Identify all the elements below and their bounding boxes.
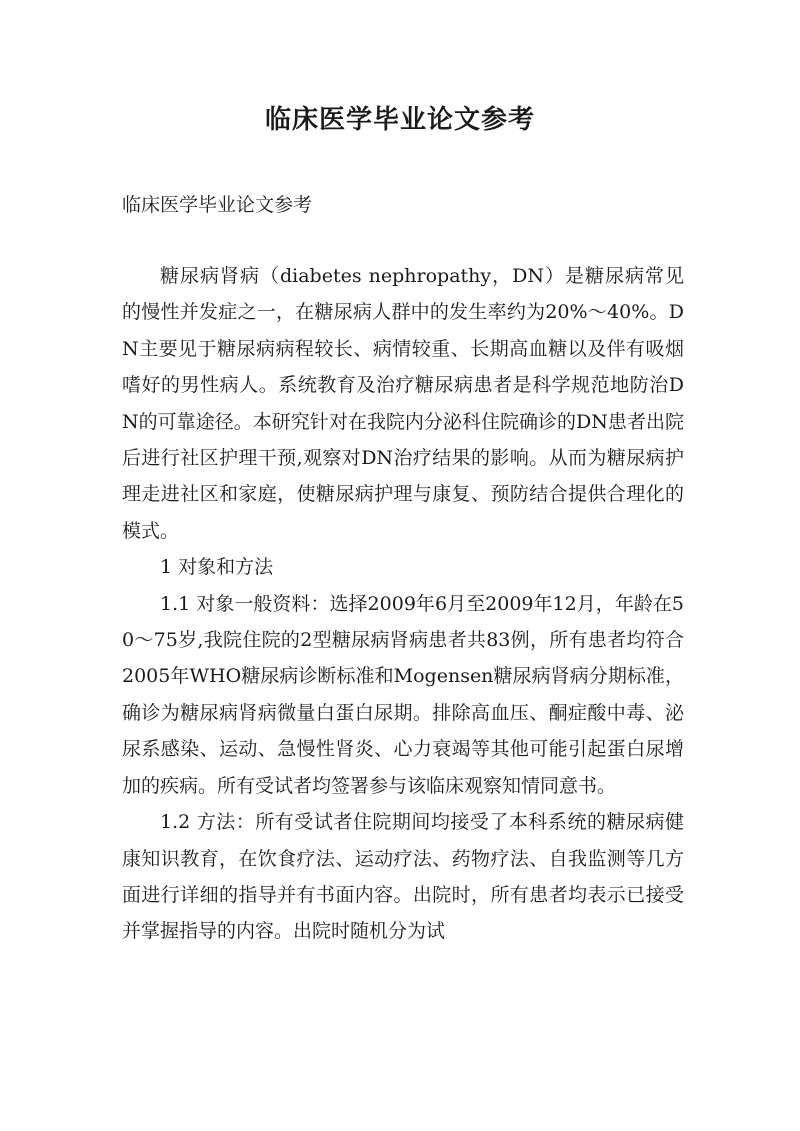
document-body <box>122 258 684 950</box>
document-subtitle: 临床医学毕业论文参考 <box>122 194 313 216</box>
section-heading-methods: 1 对象和方法 <box>160 556 274 579</box>
paragraph-subjects: 1.1 对象一般资料：选择2009年6月至2009年12月，年龄在50～75岁,我院住院的2型糖尿病肾病患者共83例，所有患者均符合2005年WHO糖尿病诊断标准和Mogensen糖尿病肾病分期标准，确诊为糖尿病肾病微量白蛋白尿期。排除高血压、酮症酸中毒、泌尿系感染、运动、急慢性肾炎、心力衰竭等其他可能引起蛋白尿增加的疾病。所有受试者均签署参与该临床观察知情同意书。 <box>122 592 684 797</box>
paragraph-methods: 1.2 方法：所有受试者住院期间均接受了本科系统的糖尿病健康知识教育，在饮食疗法、运动疗法、药物疗法、自我监测等几方面进行详细的指导并有书面内容。出院时，所有患者均表示已接受并掌握指导的内容。出院时随机分为试 <box>122 811 684 943</box>
paragraph-intro: 糖尿病肾病（diabetes nephropathy，DN）是糖尿病常见的慢性并发症之一，在糖尿病人群中的发生率约为20%～40%。DN主要见于糖尿病病程较长、病情较重、长期高血糖以及伴有吸烟嗜好的男性病人。系统教育及治疗糖尿病患者是科学规范地防治DN的可靠途径。本研究针对在我院内分泌科住院确诊的DN患者出院后进行社区护理干预,观察对DN治疗结果的影响。从而为糖尿病护理走进社区和家庭，使糖尿病护理与康复、预防结合提供合理化的模式。 <box>122 265 684 542</box>
document-title: 临床医学毕业论文参考 <box>264 105 535 135</box>
